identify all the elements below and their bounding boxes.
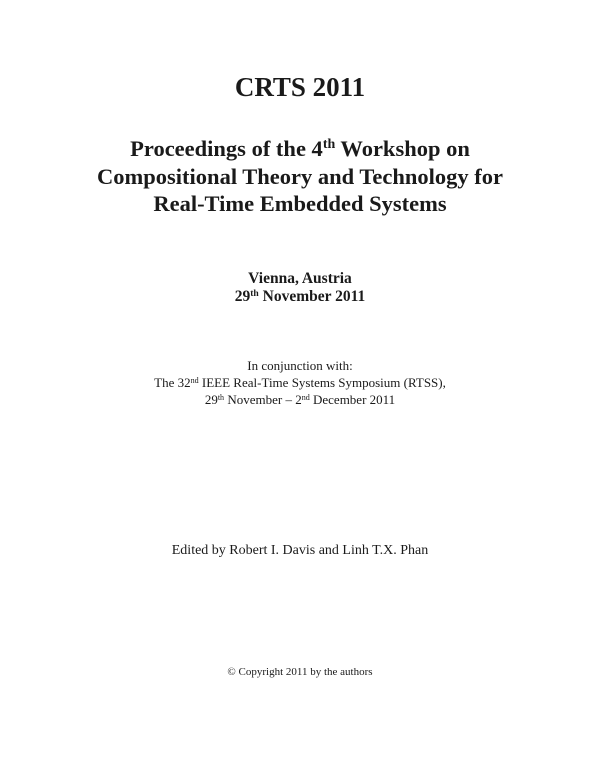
conjunction-dates [0, 391, 600, 408]
subtitle-line-1-rest: Workshop on [335, 136, 470, 161]
conjunction-dates-mid: November – 2 [224, 392, 302, 407]
subtitle-ordinal-suffix: th [322, 137, 336, 153]
location-place: Vienna, Austria [248, 270, 352, 287]
conjunction-event-rest: IEEE Real-Time Systems Symposium (RTSS), [198, 375, 446, 390]
subtitle-line-1 [0, 134, 600, 164]
location-date-day: 29 [234, 288, 251, 305]
conjunction-event-text: The 32 [154, 375, 191, 390]
conjunction-dates-suffix-1: th [217, 392, 225, 402]
conjunction-dates-suffix-2: nd [301, 392, 310, 402]
subtitle-line-1-text: Proceedings of the 4 [130, 136, 323, 161]
conjunction-dates-day1: 29 [204, 392, 218, 407]
copyright-notice: © Copyright 2011 by the authors [227, 666, 373, 678]
subtitle-line-3: Real-Time Embedded Systems [153, 191, 447, 216]
document-title: CRTS 2011 [234, 72, 366, 102]
subtitle-line-2: Compositional Theory and Technology for [97, 164, 503, 189]
location-date-rest: November 2011 [258, 288, 366, 305]
conjunction-event-suffix: nd [190, 375, 199, 385]
editors-line: Edited by Robert I. Davis and Linh T.X. Phan [171, 543, 429, 558]
location-date-suffix: th [250, 287, 259, 299]
conjunction-event [0, 374, 600, 391]
conjunction-intro: In conjunction with: [247, 358, 353, 373]
conjunction-dates-rest: December 2011 [309, 392, 396, 407]
location-date [0, 287, 600, 306]
